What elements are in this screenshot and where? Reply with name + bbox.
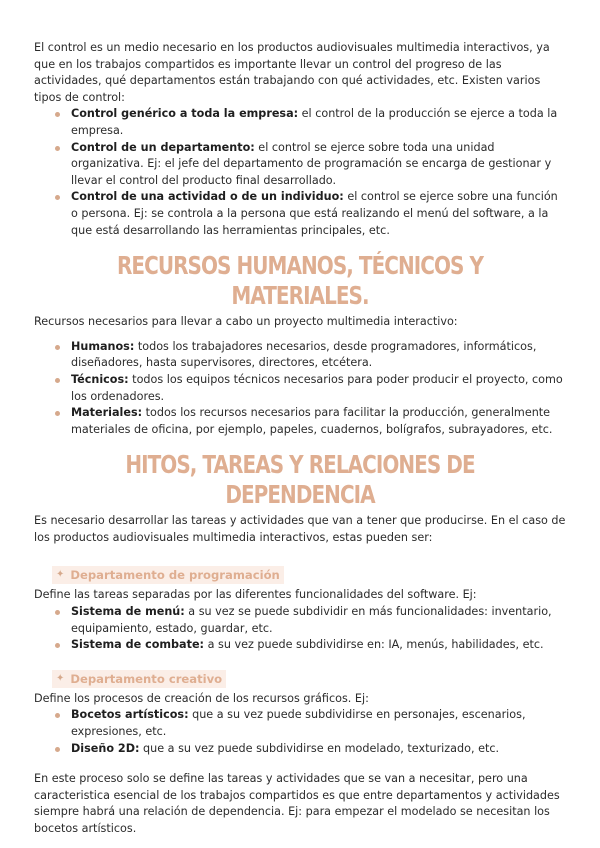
- item-text: a su vez se puede subdividir en más funcionalidades: inventario, equipamiento, estado, guardar, etc.: [71, 605, 552, 635]
- bullet-icon: [55, 112, 60, 117]
- bullet-icon: [55, 643, 60, 648]
- list-item: [71, 741, 566, 758]
- list-item: [71, 707, 566, 740]
- subheading-label: Departamento de programación: [70, 568, 280, 583]
- sparkle-icon: ✦: [56, 569, 65, 581]
- programacion-paragraph: Define las tareas separadas por las diferentes funcionalidades del software. Ej:: [34, 588, 477, 602]
- hitos-heading: HITOS, TAREAS Y RELACIONES DE DEPENDENCIA: [125, 450, 475, 510]
- programacion-list: [34, 604, 566, 654]
- list-item: [71, 604, 566, 637]
- item-text: el control de la producción se ejerce a toda la empresa.: [71, 107, 558, 137]
- bullet-icon: [55, 411, 60, 416]
- item-term: Sistema de menú:: [71, 605, 185, 619]
- item-text: que a su vez puede subdividirse en modelado, texturizado, etc.: [139, 741, 500, 755]
- item-term: Control genérico a toda la empresa:: [71, 107, 299, 121]
- intro-paragraph: El control es un medio necesario en los productos audiovisuales multimedia interactivos, ya que en los trabajos compartidos es importante llevar un control del progreso de las actividades, qué departamentos están trabajando con qué actividades, etc. Existen varios tipos de control:: [34, 41, 550, 104]
- hitos-paragraph: Es necesario desarrollar las tareas y actividades que van a tener que producirse. En el caso de los productos audiovisuales multimedia interactivos, estas pueden ser:: [34, 514, 566, 544]
- list-item: [71, 106, 566, 139]
- document-page: [34, 40, 566, 838]
- bullet-icon: [55, 195, 60, 200]
- sparkle-icon: ✦: [56, 672, 65, 684]
- item-text: el control se ejerce sobre toda una unidad organizativa. Ej: el jefe del departamento de programación se encarga de gestionar y llevar el control del producto final desarrollado.: [71, 140, 552, 187]
- bullet-icon: [55, 378, 60, 383]
- item-text: a su vez puede subdividirse en: IA, menús, habilidades, etc.: [204, 638, 544, 652]
- item-term: Bocetos artísticos:: [71, 708, 189, 722]
- subheading-label: Departamento creativo: [70, 671, 223, 686]
- bullet-icon: [55, 146, 60, 151]
- control-types-list: [34, 106, 566, 239]
- subheading-badge: [52, 670, 226, 688]
- item-text: que a su vez puede subdividirse en personajes, escenarios, expresiones, etc.: [71, 708, 526, 739]
- bullet-icon: [55, 610, 60, 615]
- item-text: todos los trabajadores necesarios, desde programadores, informáticos, diseñadores, hasta supervisores, directores, etcétera.: [71, 339, 537, 370]
- creativo-list: [34, 707, 566, 757]
- item-term: Diseño 2D:: [71, 741, 140, 755]
- item-term: Técnicos:: [71, 372, 129, 386]
- subsection-programacion: [34, 562, 566, 584]
- item-term: Control de una actividad o de un individuo:: [71, 190, 344, 204]
- list-item: [71, 189, 566, 239]
- list-item: [71, 372, 566, 405]
- item-text: todos los equipos técnicos necesarios para poder producir el proyecto, como los ordenadores.: [71, 372, 563, 403]
- creativo-paragraph: Define los procesos de creación de los recursos gráficos. Ej:: [34, 691, 369, 705]
- list-item: [71, 405, 566, 438]
- subsection-creativo: [34, 666, 566, 688]
- bullet-icon: [55, 345, 60, 350]
- item-term: Control de un departamento:: [71, 140, 255, 154]
- list-item: [71, 140, 566, 190]
- recursos-heading: RECURSOS HUMANOS, TÉCNICOS Y MATERIALES.: [116, 251, 484, 311]
- recursos-paragraph: Recursos necesarios para llevar a cabo un proyecto multimedia interactivo:: [34, 315, 458, 329]
- recursos-list: [34, 339, 566, 439]
- list-item: [71, 339, 566, 372]
- item-term: Sistema de combate:: [71, 638, 205, 652]
- bullet-icon: [55, 713, 60, 718]
- item-text: el control se ejerce sobre una función o persona. Ej: se controla a la persona que está realizando el menú del software, a la que está desarrollando las herramientas principales, etc.: [71, 190, 558, 237]
- item-term: Materiales:: [71, 406, 143, 420]
- bullet-icon: [55, 747, 60, 752]
- closing-paragraph: En este proceso solo se define las tareas y actividades que se van a necesitar, pero una caracteristica esencial de los trabajos compartidos es que entre departamentos y actividades siempre habrá una relación de dependencia. Ej: para empezar el modelado se necesitan los bocetos artísticos.: [34, 772, 560, 835]
- subheading-badge: [52, 566, 284, 584]
- list-item: [71, 637, 566, 654]
- item-text: todos los recursos necesarios para facilitar la producción, generalmente materiales de oficina, por ejemplo, papeles, cuadernos, bolígrafos, subrayadores, etc.: [71, 406, 553, 436]
- item-term: Humanos:: [71, 339, 135, 353]
